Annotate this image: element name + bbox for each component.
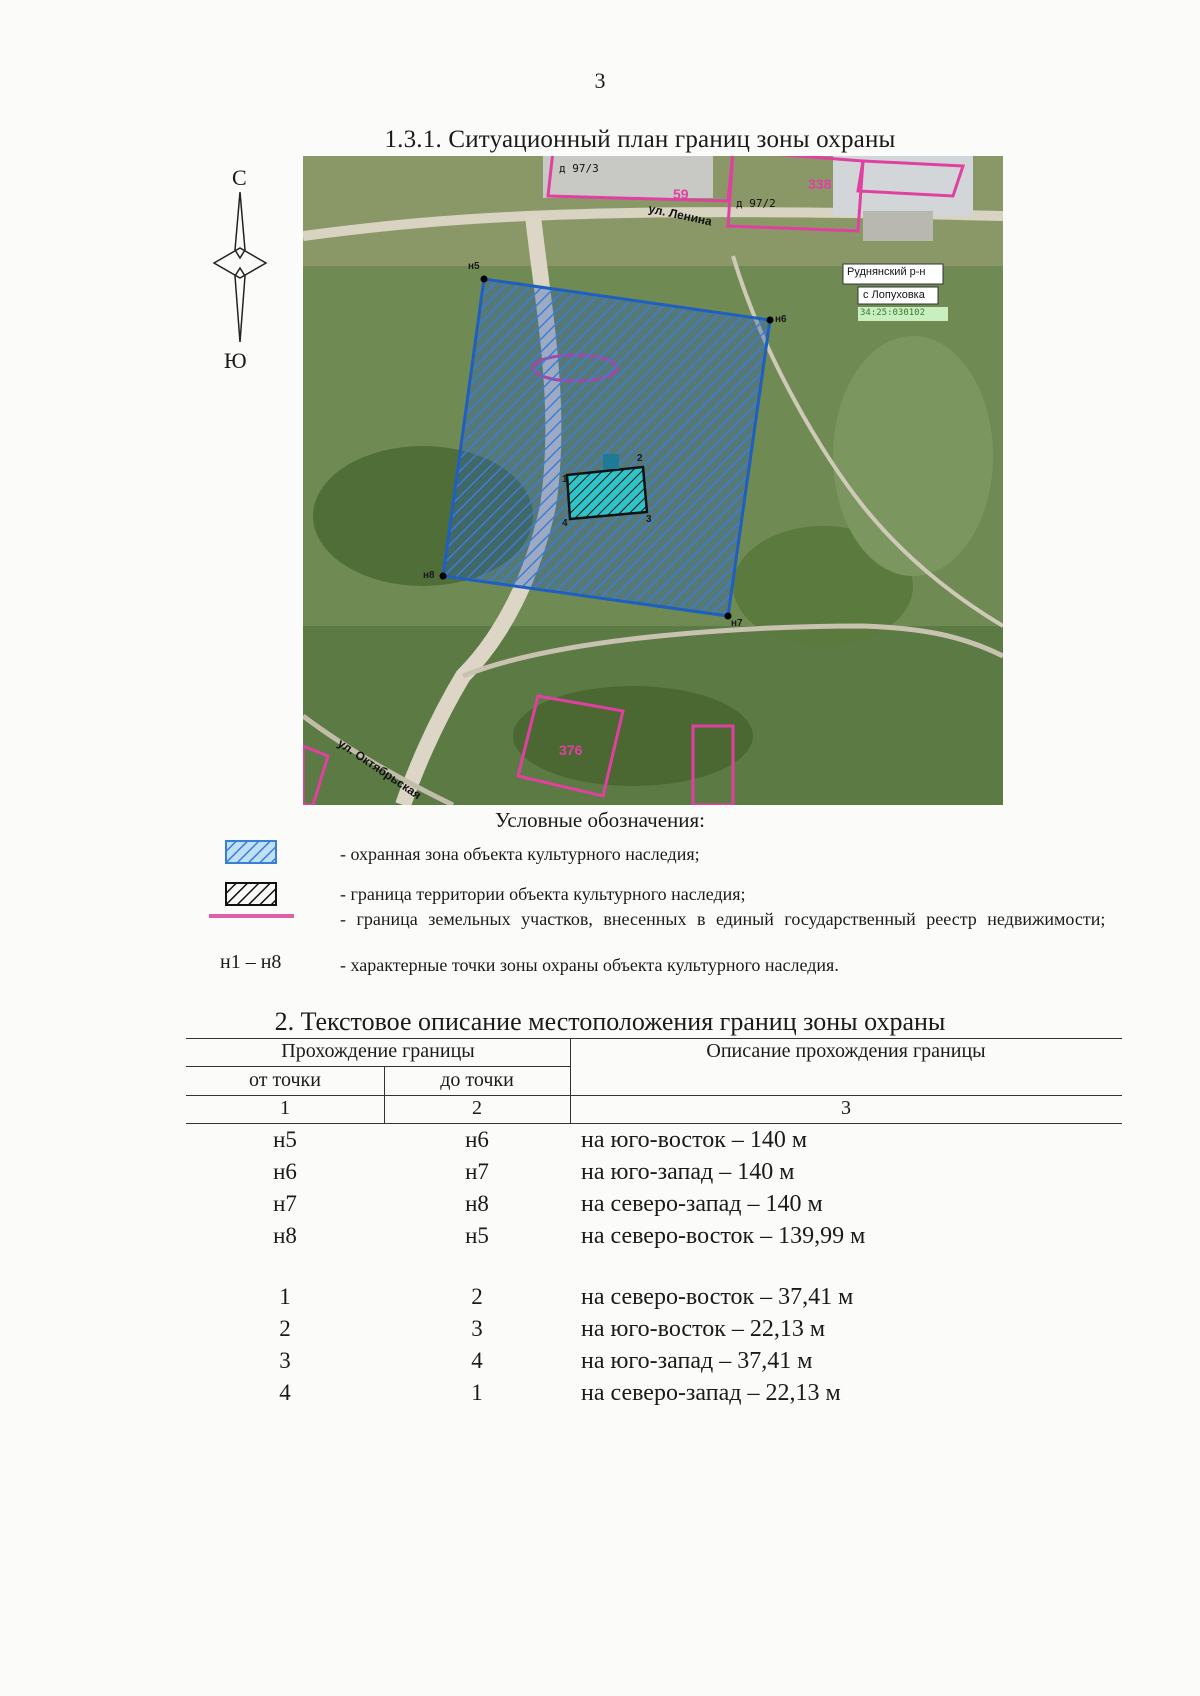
map-label-district: Руднянский р-н: [847, 266, 926, 278]
legend-title: Условные обозначения:: [494, 808, 706, 832]
table-header-to: до точки: [440, 1069, 514, 1091]
map-point-1: 1: [562, 474, 568, 485]
row-desc: на северо-восток – 139,99 м: [581, 1223, 866, 1249]
legend-symbol-points: н1 – н8: [220, 951, 282, 973]
row-desc: на северо-запад – 140 м: [581, 1191, 823, 1217]
table-numbers-rule: [186, 1123, 1122, 1124]
table-header-desc: Описание прохождения границы: [706, 1040, 986, 1062]
map-point-n8: н8: [423, 570, 435, 581]
map-label-cadastral: 34:25:030102: [860, 308, 926, 318]
protection-zone-swatch-icon: [225, 840, 277, 864]
row-desc: на северо-восток – 37,41 м: [581, 1284, 854, 1310]
legend-item-points: - характерные точки зоны охраны объекта культурного наследия.: [340, 955, 839, 975]
row-to: 3: [471, 1316, 483, 1341]
compass-rose-icon: [210, 192, 270, 342]
row-desc: на юго-восток – 22,13 м: [581, 1316, 826, 1342]
row-to: н5: [465, 1223, 489, 1248]
map-point-n6: н6: [775, 314, 787, 325]
table-header-rule: [186, 1095, 1122, 1096]
table-header-from: от точки: [249, 1069, 321, 1091]
map-label-parcel-59: 59: [673, 186, 689, 202]
territory-swatch-icon: [225, 882, 277, 906]
row-from: 1: [279, 1284, 291, 1309]
map-label-house-97-2: д 97/2: [736, 197, 776, 210]
row-from: н5: [273, 1127, 297, 1152]
section-title: 2. Текстовое описание местоположения границ зоны охраны: [274, 1007, 946, 1036]
map-label-parcel-376: 376: [559, 742, 583, 758]
table-header-group: Прохождение границы: [281, 1040, 475, 1062]
row-from: 4: [279, 1380, 291, 1405]
row-from: н8: [273, 1223, 297, 1248]
row-to: 1: [471, 1380, 483, 1405]
row-to: 4: [471, 1348, 483, 1373]
row-from: 3: [279, 1348, 291, 1373]
row-desc: на юго-запад – 140 м: [581, 1159, 795, 1185]
map-point-3: 3: [646, 514, 652, 525]
map-label-house-97-3: д 97/3: [559, 162, 599, 175]
page-number: 3: [594, 68, 606, 93]
map-label-parcel-338: 338: [808, 176, 832, 192]
legend-item-territory: - граница территории объекта культурного наследия;: [340, 884, 746, 904]
map-point-2: 2: [637, 453, 643, 464]
row-to: н6: [465, 1127, 489, 1152]
map-point-n7: н7: [731, 618, 743, 629]
table-group-rule: [186, 1066, 570, 1067]
map-point-4: 4: [562, 518, 568, 529]
table-colnum-1: 1: [280, 1097, 290, 1119]
row-to: н8: [465, 1191, 489, 1216]
row-to: н7: [465, 1159, 489, 1184]
map-point-n5: н5: [468, 261, 480, 272]
table-colnum-3: 3: [841, 1097, 851, 1119]
table-colnum-2: 2: [472, 1097, 482, 1119]
row-from: н6: [273, 1159, 297, 1184]
row-desc: на северо-запад – 22,13 м: [581, 1380, 841, 1406]
row-desc: на юго-восток – 140 м: [581, 1127, 808, 1153]
compass-south-label: Ю: [224, 348, 247, 373]
table-top-rule: [186, 1038, 1122, 1039]
legend-item-protection-zone: - охранная зона объекта культурного наследия;: [340, 844, 700, 864]
compass-north-label: С: [232, 165, 247, 190]
situation-map: [303, 156, 1003, 805]
row-from: 2: [279, 1316, 291, 1341]
map-label-village: с Лопуховка: [863, 289, 925, 301]
row-to: 2: [471, 1284, 483, 1309]
parcel-boundary-line-icon: [209, 914, 294, 918]
row-desc: на юго-запад – 37,41 м: [581, 1348, 813, 1374]
map-label-street-oktyabrskaya: ул. Октябрьская: [335, 736, 424, 803]
legend-item-parcel-boundary: - граница земельных участков, внесенных в единый государственный реестр недвижимости;: [340, 909, 1106, 929]
row-from: н7: [273, 1191, 297, 1216]
map-label-street-lenina: ул. Ленина: [647, 201, 714, 229]
map-title: 1.3.1. Ситуационный план границ зоны охраны: [384, 126, 896, 153]
